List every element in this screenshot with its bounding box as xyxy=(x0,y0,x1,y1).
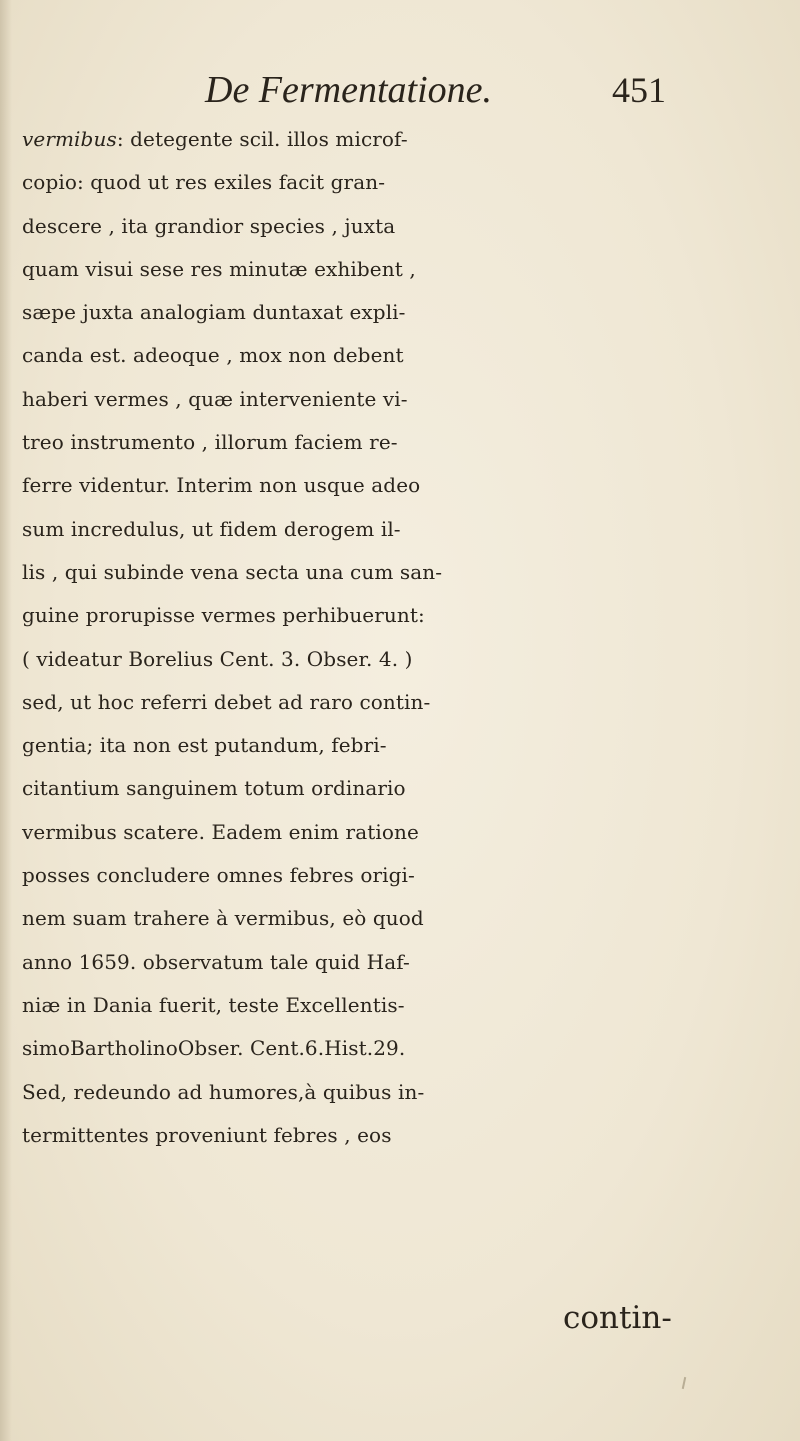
text-line: descere , ita grandior species , juxta xyxy=(22,213,396,238)
page-number: 451 xyxy=(612,70,666,110)
text-line: anno 1659. observatum tale quid Haf- xyxy=(22,949,410,974)
text-line: citantium sanguinem totum ordinario xyxy=(22,776,406,801)
running-head xyxy=(0,66,800,116)
catchword: contin- xyxy=(563,1300,672,1336)
body-text xyxy=(22,118,792,1157)
text-line: treo instrumento , illorum faciem re- xyxy=(22,430,398,455)
text-line: nem suam trahere à vermibus, eò quod xyxy=(22,906,424,931)
text-line: simoBartholinoObser. Cent.6.Hist.29. xyxy=(22,1036,406,1061)
text-line: sum incredulus, ut fidem derogem il- xyxy=(22,516,401,541)
gutter-shadow xyxy=(0,0,12,1441)
text-line: sed, ut hoc referri debet ad raro contin- xyxy=(22,689,431,714)
text-line: sæpe juxta analogiam duntaxat expli- xyxy=(22,300,406,325)
text-line: posses concludere omnes febres origi- xyxy=(22,863,415,888)
text-line: haberi vermes , quæ interveniente vi- xyxy=(22,386,408,411)
text-line: vermibus: detegente scil. illos microf- xyxy=(22,127,408,151)
running-title: De Fermentatione. xyxy=(205,69,493,111)
text-line: ( videatur Borelius Cent. 3. Obser. 4. ) xyxy=(22,646,413,671)
text-line: vermibus scatere. Eadem enim ratione xyxy=(22,819,419,844)
text-line: ferre videntur. Interim non usque adeo xyxy=(22,473,421,498)
paper-mark xyxy=(682,1377,686,1389)
text-line: quam visui sese res minutæ exhibent , xyxy=(22,256,416,281)
text-line: copio: quod ut res exiles facit gran- xyxy=(22,170,386,195)
text-line: lis , qui subinde vena secta una cum san- xyxy=(22,559,443,584)
text-line: Sed, redeundo ad humores,à quibus in- xyxy=(22,1079,425,1104)
text-line: canda est. adeoque , mox non debent xyxy=(22,343,404,368)
text-line: termittentes proveniunt febres , eos xyxy=(22,1122,392,1147)
text-line: guine prorupisse vermes perhibuerunt: xyxy=(22,603,425,628)
text-line: niæ in Dania fuerit, teste Excellentis- xyxy=(22,992,405,1017)
text-line: gentia; ita non est putandum, febri- xyxy=(22,733,387,758)
